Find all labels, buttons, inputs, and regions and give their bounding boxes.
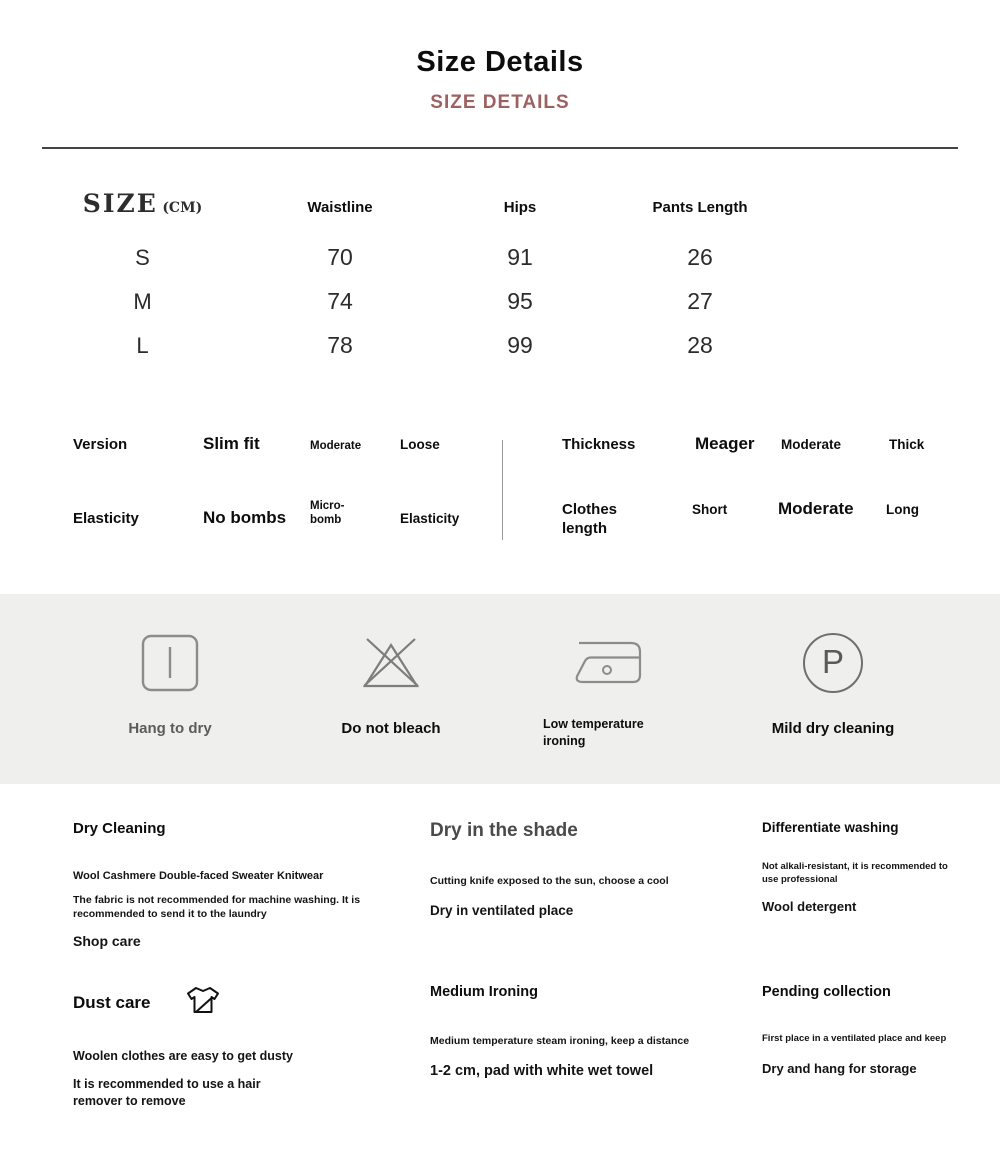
attributes-divider xyxy=(502,440,503,540)
size-table-header xyxy=(55,189,1000,218)
column-header-hips: Hips xyxy=(503,199,537,216)
mild-dry-cleaning-icon xyxy=(803,631,863,695)
attribute-row-elasticity xyxy=(0,499,500,539)
waistline-value: 70 xyxy=(327,244,353,270)
attribute-row-version xyxy=(0,434,500,455)
care-note-heading: Dry in the shade xyxy=(430,820,578,842)
attribute-label: Thickness xyxy=(562,436,636,453)
attribute-option: Moderate xyxy=(310,440,362,452)
care-symbol-label: Do not bleach xyxy=(341,720,441,738)
size-letter: M xyxy=(133,289,152,314)
care-note-body: Medium temperature steam ironing, keep a distance xyxy=(430,1035,690,1048)
hips-value: 95 xyxy=(507,288,533,314)
care-note-heading: Pending collection xyxy=(762,984,891,1001)
care-notes-section xyxy=(0,820,1000,1148)
table-row-m xyxy=(55,288,1000,332)
hips-value: 99 xyxy=(507,332,533,358)
care-note-emphasis: Wool detergent xyxy=(762,898,857,914)
dry-cleaning-letter: P xyxy=(821,643,844,681)
size-letter: S xyxy=(135,245,150,270)
size-cm-header xyxy=(55,189,230,218)
column-header-waistline: Waistline xyxy=(307,199,373,216)
care-note-body: The fabric is not recommended for machine washing. It is recommended to send it to the laundry xyxy=(73,894,361,921)
pants-length-value: 28 xyxy=(687,332,713,358)
low-temperature-ironing-icon xyxy=(570,631,648,695)
care-note-medium-ironing xyxy=(430,984,760,1148)
waistline-value: 78 xyxy=(327,332,353,358)
size-table xyxy=(0,189,1000,376)
size-table-body xyxy=(55,244,1000,376)
care-note-emphasis: 1-2 cm, pad with white wet towel xyxy=(430,1063,654,1080)
care-symbol-do-not-bleach xyxy=(285,594,497,784)
care-note-heading: Dry Cleaning xyxy=(73,820,166,838)
attribute-option: Long xyxy=(886,501,919,517)
care-note-emphasis: Dry and hang for storage xyxy=(762,1061,917,1077)
care-note-emphasis: It is recommended to use a hair remover to remove xyxy=(73,1077,261,1108)
size-unit-label: (CM) xyxy=(162,200,203,216)
care-symbol-label: Hang to dry xyxy=(128,720,212,738)
care-note-dust-care xyxy=(73,984,430,1148)
pants-length-value: 27 xyxy=(687,288,713,314)
attribute-label: Version xyxy=(73,436,128,453)
hips-value: 91 xyxy=(507,244,533,270)
attribute-row-clothes-length xyxy=(500,499,1000,539)
attribute-option-selected: No bombs xyxy=(203,508,287,528)
t-shirt-icon xyxy=(184,984,222,1021)
care-note-dry-in-shade xyxy=(430,820,760,984)
care-symbols-band xyxy=(0,594,1000,784)
attribute-option: Moderate xyxy=(781,437,842,452)
attribute-option: Short xyxy=(692,501,728,517)
attribute-row-thickness xyxy=(500,434,1000,455)
divider-line xyxy=(42,147,958,149)
waistline-value: 74 xyxy=(327,288,353,314)
care-note-body: Not alkali-resistant, it is recommended to use professional xyxy=(762,861,948,886)
size-label: SIZE xyxy=(82,189,158,218)
care-symbol-low-temperature-ironing xyxy=(497,594,721,784)
care-note-body: Wool Cashmere Double-faced Sweater Knitwear xyxy=(73,870,324,883)
care-symbol-hang-to-dry xyxy=(55,594,285,784)
care-note-differentiate-washing xyxy=(760,820,970,984)
pants-length-value: 26 xyxy=(687,244,713,270)
attribute-option-selected: Slim fit xyxy=(203,434,260,453)
attribute-option-selected: Meager xyxy=(695,434,755,453)
care-note-body: Cutting knife exposed to the sun, choose a cool xyxy=(430,875,669,888)
hang-to-dry-icon xyxy=(140,631,200,695)
care-note-emphasis: Shop care xyxy=(73,933,141,950)
care-note-heading: Dust care xyxy=(73,992,151,1012)
page-subtitle: SIZE DETAILS xyxy=(430,92,570,113)
care-note-dry-cleaning xyxy=(73,820,430,984)
page-title: Size Details xyxy=(416,46,584,78)
column-header-pants-length: Pants Length xyxy=(652,199,748,216)
attribute-option: Loose xyxy=(400,437,440,452)
table-row-s xyxy=(55,244,1000,288)
care-note-body: First place in a ventilated place and keep xyxy=(762,1033,947,1045)
attribute-option: Elasticity xyxy=(400,511,460,527)
care-note-heading: Differentiate washing xyxy=(762,820,899,836)
attribute-option: Thick xyxy=(889,437,925,452)
table-row-l xyxy=(55,332,1000,376)
size-letter: L xyxy=(136,333,149,358)
attribute-label: Elasticity xyxy=(73,510,139,528)
do-not-bleach-icon xyxy=(358,631,424,695)
care-symbol-label: Low temperature ironing xyxy=(543,717,644,749)
care-note-emphasis: Dry in ventilated place xyxy=(430,903,574,919)
care-symbol-label: Mild dry cleaning xyxy=(771,720,895,738)
attribute-option: Micro-bomb xyxy=(310,499,345,527)
care-note-pending-collection xyxy=(760,984,970,1148)
attribute-label: Clothes length xyxy=(562,500,618,537)
care-symbol-mild-dry-cleaning xyxy=(721,594,945,784)
attributes-section xyxy=(0,434,1000,538)
page-header xyxy=(0,0,1000,114)
care-note-heading: Medium Ironing xyxy=(430,984,538,1001)
care-note-body: Woolen clothes are easy to get dusty xyxy=(73,1049,293,1064)
attribute-option-selected: Moderate xyxy=(778,498,854,518)
